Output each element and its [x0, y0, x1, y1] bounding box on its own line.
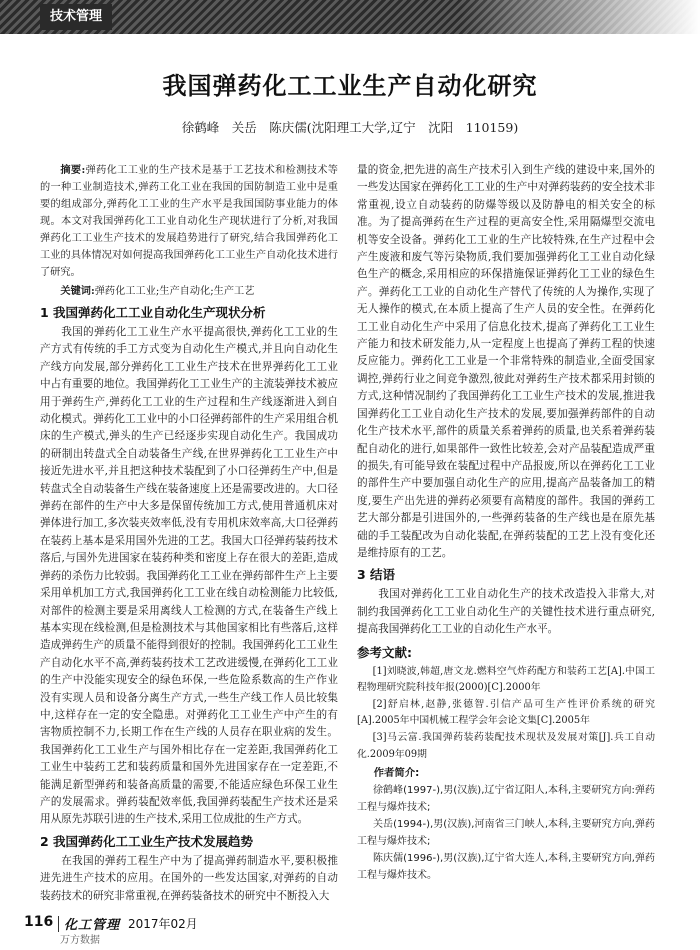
author-bio-item: 徐鹤峰(1997-),男(汉族),辽宁省辽阳人,本科,主要研究方向:弹药工程与爆炸技术; [357, 785, 655, 814]
section-2-paragraph: 在我国的弹药工程生产中为了提高弹药制造水平,要积极推进先进生产技术的应用。在国外的一些发达国家,对弹药的自动装药技术的研究非常重视,在弹药装备技术的研究中不断投入大 [40, 854, 338, 902]
watermark: 万方数据 [60, 935, 100, 946]
author-bio-item: 关岳(1994-),男(汉族),河南省三门峡人,本科,主要研究方向,弹药工程与爆炸技术; [357, 819, 655, 848]
section-2-heading: 2 我国弹药化工工业生产技术发展趋势 [40, 833, 254, 849]
abstract-label: 摘要: [60, 164, 86, 176]
author-bio-item: 陈庆儒(1996-),男(汉族),辽宁省大连人,本科,主要研究方向,弹药工程与爆炸技术。 [357, 853, 655, 882]
author-bio-label: 作者简介: [373, 767, 420, 780]
section-2-paragraph-continued: 量的资金,把先进的高生产技术引入到生产线的建设中来,国外的一些发达国家在弹药化工工业的生产中对弹药装药的安全技术非常重视,设立自动装药的防爆等级以及防静电的相关安全的标准。为了提高弹药在生产过程的更高安全性,采用隔爆型交流电机等安全设备。弹药化工工业的生产比较特殊,在生产过程中会产生废液和废气等污染物质,我们要加强弹药化工工业自动化绿色生产的概念,采用相应的环保措施保证弹药化工工业的绿色生产。弹药化工工业的自动化生产替代了传统的人为操作,实现了无人操作的模式,在本质上提高了生产人员的安全性。在弹药化工工业自动化生产中采用了信息化技术,提高了弹药化工工业生产能力和技术研发能力,从一定程度上也提高了弹药工程的快速反应能力。弹药化工工业是一个非常特殊的制造业,全面受国家调控,弹药行业之间竞争激烈,彼此对弹药生产技术都采用封锁的方式,这种情况制约了我国弹药化工工业生产技术的发展,推进我国弹药化工工业自动化生产技术的发展,要加强弹药部件的自动化生产技术水平,部件的质量关系着弹药的质量,也关系着弹药装配自动化的进行,如果部件一致性比较差,会对产品装配造成严重的损失,有可能导致在装配过程中产品报废,所以在弹药化工工业的部件生产中要加强自动化生产的应用,提高产品装备加工的精度,要生产出先进的弹药必须要有高精度的部件。我国的弹药工艺大部分都是引进国外的,一些弹药装备的生产线也是在原先基础的手工装配改为自动化装配,在弹药装配的工艺上没有变化还是维持原有的工艺。 [357, 164, 655, 559]
reference-item: [3]马云富.我国弹药装药装配技术现状及发展对策[J].兵工自动化.2009年09期 [357, 731, 655, 760]
section-3-heading: 3 结语 [357, 567, 396, 583]
reference-item: [2]舒启林,赵静,张德智.引信产品可生产性评价系统的研究[A].2005年中国机械工程学会年会论文集[C].2005年 [357, 698, 655, 727]
journal-logo: 化工管理 [64, 918, 121, 933]
keywords [40, 283, 338, 300]
section-tag: 技术管理 [40, 4, 112, 30]
references [357, 643, 655, 885]
keywords-text: 弹药化工工业;生产自动化;生产工艺 [94, 286, 255, 297]
article-title: 我国弹药化工工业生产自动化研究 [162, 72, 538, 100]
header-band-fade [460, 0, 700, 34]
abstract-text: 弹药化工工业的生产技术是基于工艺技术和检测技术等的一种工业制造技术,弹药工化工业在我国的国防制造工业中是重要的组成部分,弹药化工工业的生产水平是我国国防事业能力的体现。本文对我国弹药化工工业自动化生产现状进行了分析,对我国弹药化工工业生产技术的发展趋势进行了研究,结合我国弹药化工工业的具体情况对如何提高我国弹药化工工业生产自动化技术进行了研究。 [40, 165, 338, 278]
author-line: 徐鹤峰 关岳 陈庆儒(沈阳理工大学,辽宁 沈阳 110159) [181, 120, 519, 135]
left-column [40, 162, 338, 905]
issue-date: 2017年02月 [128, 917, 198, 931]
footer-divider [58, 916, 59, 932]
header-band [0, 0, 700, 34]
section-1-paragraph: 我国的弹药化工工业生产水平提高很快,弹药化工工业的生产方式有传统的手工方式变为自动化生产模式,并且向自动化生产线方向发展,部分弹药化工工业生产技术在世界弹药化工工业中占有重要的地位。我国弹药化工工业生产的主流装弹技术被应用于弹药生产,弹药化工工业的生产过程和生产线逐渐进入到自动化模式。弹药化工工业中的小口径弹药部件的生产采用组合机床的生产模式,弹头的生产已经逐步实现自动化生产。我国成功的研制出转盘式全自动装备生产线,在世界弹药化工工业生产中接近先进水平,并且把这种技术装配到了小口径弹药生产中,但是转盘式全自动装备生产线在装备速度上还是需要改进的。大口径弹药在部件的生产中大多是保留传统加工方式,使用普通机床对弹体进行加工,多次装夹效率低,没有专用机床效率高,大口径弹药在装药上基本是采用国外先进的工艺。我国大口径弹药装药技术落后,与国外先进国家在装药种类和密度上存在很大的差距,造成弹药的杀伤力比较弱。我国弹药化工工业在弹药部件生产上主要采用单机加工方式,我国弹药化工工业在线自动检测能力比较低,对部件的检测主要是采用离线人工检测的方式,在装备生产线上基本实现在线检测,但是检测技术与其他国家相比有些落后,这样造成弹药生产的质量不能得到很好的控制。我国弹药化工工业生产自动化水平不高,弹药装药技术工艺改进缓慢,在弹药化工工业的生产中没能实现安全的绿色环保,一些危险系数高的生产作业没有实现人员和设备分离生产方式,一些生产线工作人员比较集中,这样存在一定的安全隐患。对弹药化工工业生产中产生的有害物质控制不力,长期工作在生产线的人员存在职业病的发生。我国弹药化工工业生产与国外相比存在一定差距,我国弹药化工工业生中装药工艺和装药质量和国外先进国家存在一定差距,不能满足新型弹药和装备高质量的需要,不能适应绿色环保工业生产的发展需求。弹药装配效率低,我国弹药装配生产技术还是采用从原先苏联引进的生产技术,采用工位成批的生产方式。 [40, 326, 338, 826]
page-footer [24, 914, 424, 944]
abstract [40, 162, 338, 281]
section-1-heading: 1 我国弹药化工工业自动化生产现状分析 [40, 305, 266, 320]
page-number: 116 [24, 914, 54, 930]
reference-item: [1]刘晓波,韩超,唐文龙.燃料空气炸药配方和装药工艺[A].中国工程物理研究院科技年报(2000)[C].2000年 [357, 665, 655, 694]
right-column [357, 162, 655, 884]
references-heading: 参考文献: [357, 644, 412, 660]
keywords-label: 关键词: [60, 285, 95, 297]
section-3-paragraph: 我国对弹药化工工业自动化生产的技术改造投入非常大,对制约我国弹药化工工业自动化生产的关键性技术进行重点研究,提高我国弹药化工工业的自动化生产水平。 [357, 588, 655, 636]
